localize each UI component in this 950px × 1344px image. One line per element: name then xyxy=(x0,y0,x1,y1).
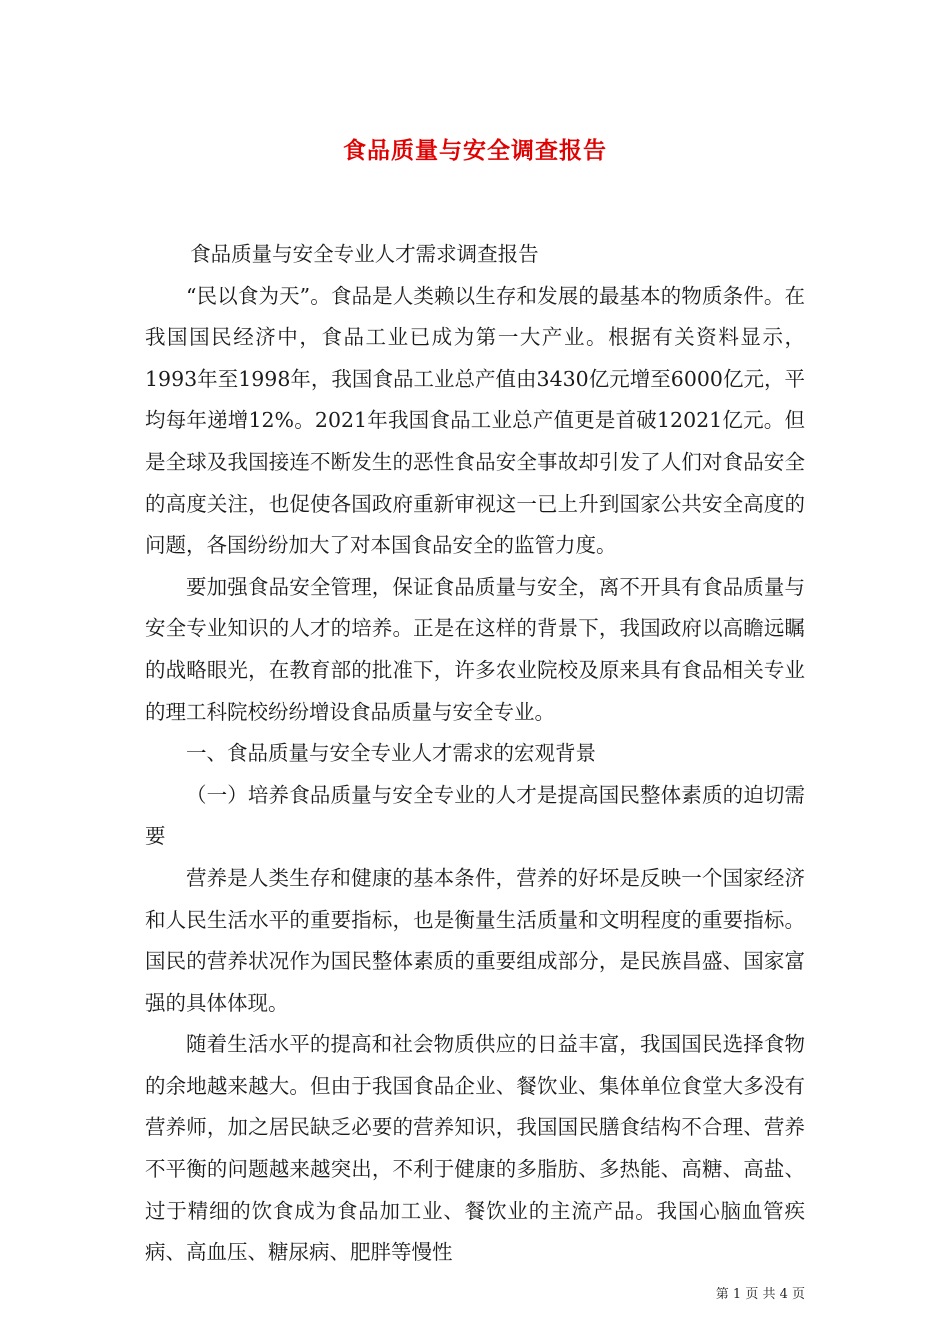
page-number-footer: 第 1 页 共 4 页 xyxy=(715,1287,805,1302)
intro-paragraph: “民以食为天”。食品是人类赖以生存和发展的最基本的物质条件。在我国国民经济中，食品工业已成为第一大产业。根据有关资料显示，1993年至1998年，我国食品工业总产值由3430亿元增至6000亿元，平均每年递增12%。2021年我国食品工业总产值更是首破12021亿元。但是全球及我国接连不断发生的恶性食品安全事故却引发了人们对食品安全的高度关注，也促使各国政府重新审视这一已上升到国家公共安全高度的问题，各国纷纷加大了对本国食品安全的监管力度。 xyxy=(145,283,805,558)
subsection-heading-1: （一）培养食品质量与安全专业的人才是提高国民整体素质的迫切需要 xyxy=(145,782,805,849)
report-subtitle-paragraph: 食品质量与安全专业人才需求调查报告 xyxy=(190,242,539,266)
diet-paragraph: 随着生活水平的提高和社会物质供应的日益丰富，我国国民选择食物的余地越来越大。但由于我国食品企业、餐饮业、集体单位食堂大多没有营养师，加之居民缺乏必要的营养知识，我国国民膳食结构不合理、营养不平衡的问题越来越突出，不利于健康的多脂肪、多热能、高糖、高盐、过于精细的饮食成为食品加工业、餐饮业的主流产品。我国心脑血管疾病、高血压、糖尿病、肥胖等慢性 xyxy=(145,1032,805,1265)
background-paragraph: 要加强食品安全管理，保证食品质量与安全，离不开具有食品质量与安全专业知识的人才的培养。正是在这样的背景下，我国政府以高瞻远瞩的战略眼光，在教育部的批准下，许多农业院校及原来具有食品相关专业的理工科院校纷纷增设食品质量与安全专业。 xyxy=(145,574,805,724)
document-body xyxy=(145,234,805,1274)
section-heading-1: 一、食品质量与安全专业人才需求的宏观背景 xyxy=(186,741,596,766)
document-title: 食品质量与安全调查报告 xyxy=(343,137,607,164)
nutrition-paragraph: 营养是人类生存和健康的基本条件，营养的好坏是反映一个国家经济和人民生活水平的重要指标，也是衡量生活质量和文明程度的重要指标。国民的营养状况作为国民整体素质的重要组成部分，是民族昌盛、国家富强的具体体现。 xyxy=(145,865,805,1015)
